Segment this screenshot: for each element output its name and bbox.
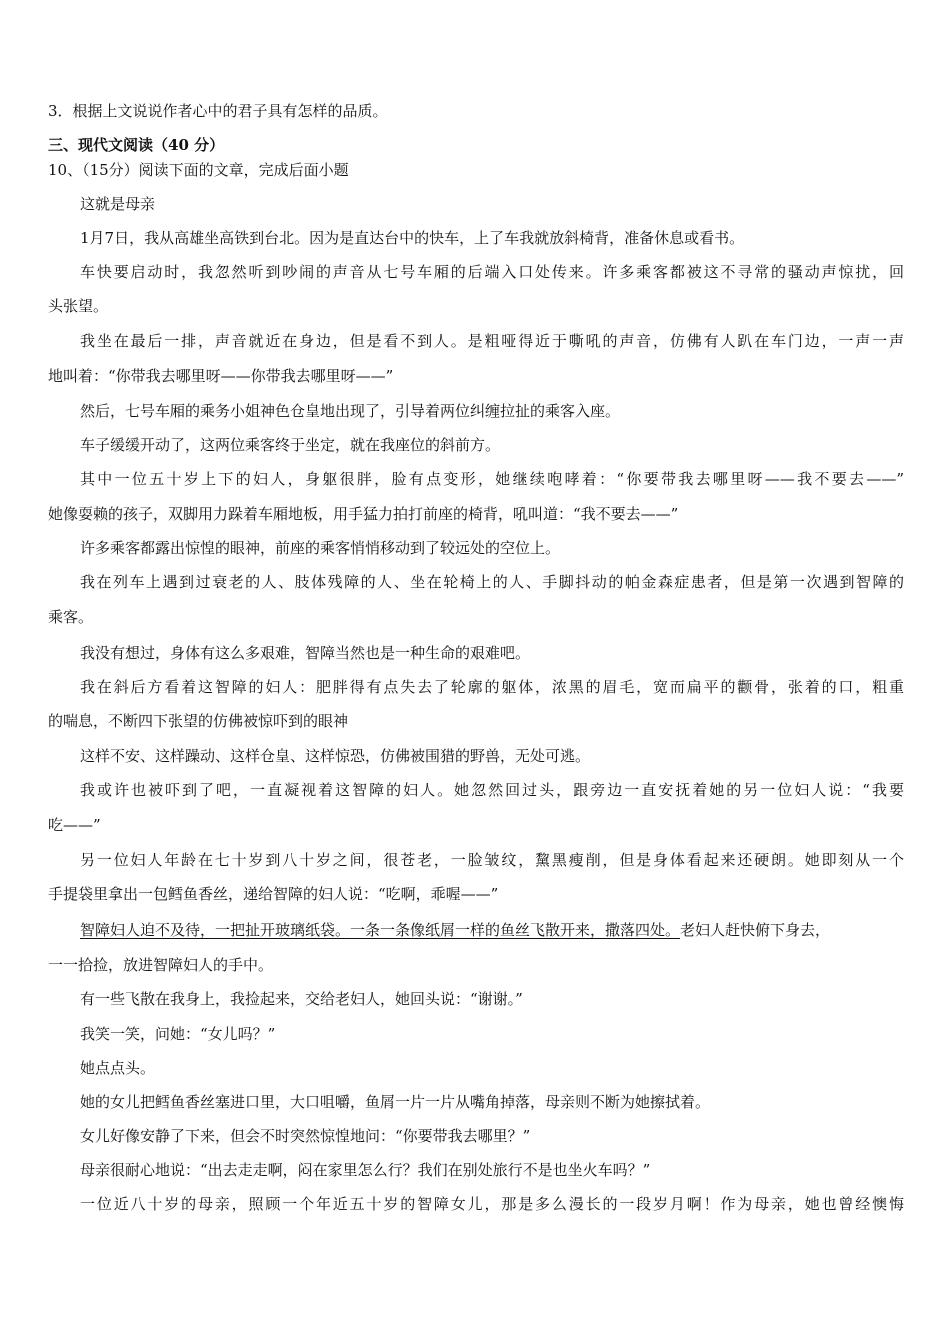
paragraph-line: 一位近八十岁的母亲，照顾一个年近五十岁的智障女儿，那是多么漫长的一段岁月啊！作为母亲，她也曾经懊悔 — [80, 1195, 904, 1213]
paragraph-line: 1月7日，我从高雄坐高铁到台北。因为是直达台中的快车，上了车我就放斜椅背，准备休息或看书。 — [80, 229, 745, 247]
paragraph-line — [80, 920, 904, 940]
underlined-sentence: 智障妇人迫不及待，一把扯开玻璃纸袋。一条一条像纸屑一样的鱼丝飞散开来，撒落四处。 — [80, 921, 681, 939]
sentence-continuation: 老妇人赶快俯下身去， — [680, 921, 831, 939]
paragraph-line: 车快要启动时，我忽然听到吵闹的声音从七号车厢的后端入口处传来。许多乘客都被这不寻常的骚动声惊扰，回 — [80, 263, 904, 281]
paragraph-line: 吃——” — [48, 816, 101, 834]
paragraph-line: 她像耍赖的孩子，双脚用力跺着车厢地板，用手猛力拍打前座的椅背，吼叫道：“我不要去——” — [48, 505, 679, 523]
paragraph-line: 女儿好像安静了下来，但会不时突然惊惶地问：“你要带我去哪里？” — [80, 1127, 531, 1145]
paragraph-line: 乘客。 — [48, 608, 94, 626]
paragraph-line: 的喘息，不断四下张望的仿佛被惊吓到的眼神 — [48, 712, 349, 730]
section-heading: 三、现代文阅读（40 分） — [48, 136, 225, 154]
question-10-prompt: 10、（15分）阅读下面的文章，完成后面小题 — [48, 161, 349, 179]
paragraph-line: 另一位妇人年龄在七十岁到八十岁之间，很苍老，一脸皱纹，黧黑瘦削，但是身体看起来还硬朗。她即刻从一个 — [80, 851, 904, 869]
question-3: 3．根据上文说说作者心中的君子具有怎样的品质。 — [48, 102, 388, 120]
paragraph-line: 这样不安、这样躁动、这样仓皇、这样惊恐，仿佛被围猎的野兽，无处可逃。 — [80, 747, 591, 765]
paragraph-line: 手提袋里拿出一包鳕鱼香丝，递给智障的妇人说：“吃啊，乖喔——” — [48, 885, 499, 903]
article-title: 这就是母亲 — [80, 195, 156, 213]
paragraph-line: 车子缓缓开动了，这两位乘客终于坐定，就在我座位的斜前方。 — [80, 436, 501, 454]
paragraph-line: 她的女儿把鳕鱼香丝塞进口里，大口咀嚼，鱼屑一片一片从嘴角掉落，母亲则不断为她擦拭着。 — [80, 1093, 711, 1111]
paragraph-line: 一一拾捡，放进智障妇人的手中。 — [48, 956, 274, 974]
paragraph-line: 我在斜后方看着这智障的妇人：肥胖得有点失去了轮廓的躯体，浓黑的眉毛，宽而扁平的颧骨，张着的口，粗重 — [80, 678, 904, 696]
paragraph-line: 我坐在最后一排，声音就近在身边，但是看不到人。是粗哑得近于嘶吼的声音，仿佛有人趴在车门边，一声一声 — [80, 332, 904, 350]
paragraph-line: 头张望。 — [48, 297, 109, 315]
paragraph-line: 地叫着：“你带我去哪里呀——你带我去哪里呀——” — [48, 367, 394, 385]
paragraph-line: 我笑一笑，问她：“女儿吗？” — [80, 1025, 276, 1043]
paragraph-line: 有一些飞散在我身上，我捡起来，交给老妇人，她回头说：“谢谢。” — [80, 990, 523, 1008]
paragraph-line: 其中一位五十岁上下的妇人，身躯很胖，脸有点变形，她继续咆哮着：“你要带我去哪里呀——我不要去——” — [80, 470, 904, 488]
paragraph-line: 我或许也被吓到了吧，一直凝视着这智障的妇人。她忽然回过头，跟旁边一直安抚着她的另一位妇人说：“我要 — [80, 781, 904, 799]
paragraph-line: 她点点头。 — [80, 1059, 156, 1077]
paragraph-line: 然后，七号车厢的乘务小姐神色仓皇地出现了，引导着两位纠缠拉扯的乘客入座。 — [80, 402, 621, 420]
paragraph-line: 母亲很耐心地说：“出去走走啊，闷在家里怎么行？我们在别处旅行不是也坐火车吗？” — [80, 1161, 651, 1179]
paragraph-line: 我在列车上遇到过衰老的人、肢体残障的人、坐在轮椅上的人、手脚抖动的帕金森症患者，但是第一次遇到智障的 — [80, 573, 904, 591]
paragraph-line: 许多乘客都露出惊惶的眼神，前座的乘客悄悄移动到了较远处的空位上。 — [80, 539, 561, 557]
paragraph-line: 我没有想过，身体有这么多艰难，智障当然也是一种生命的艰难吧。 — [80, 644, 531, 662]
